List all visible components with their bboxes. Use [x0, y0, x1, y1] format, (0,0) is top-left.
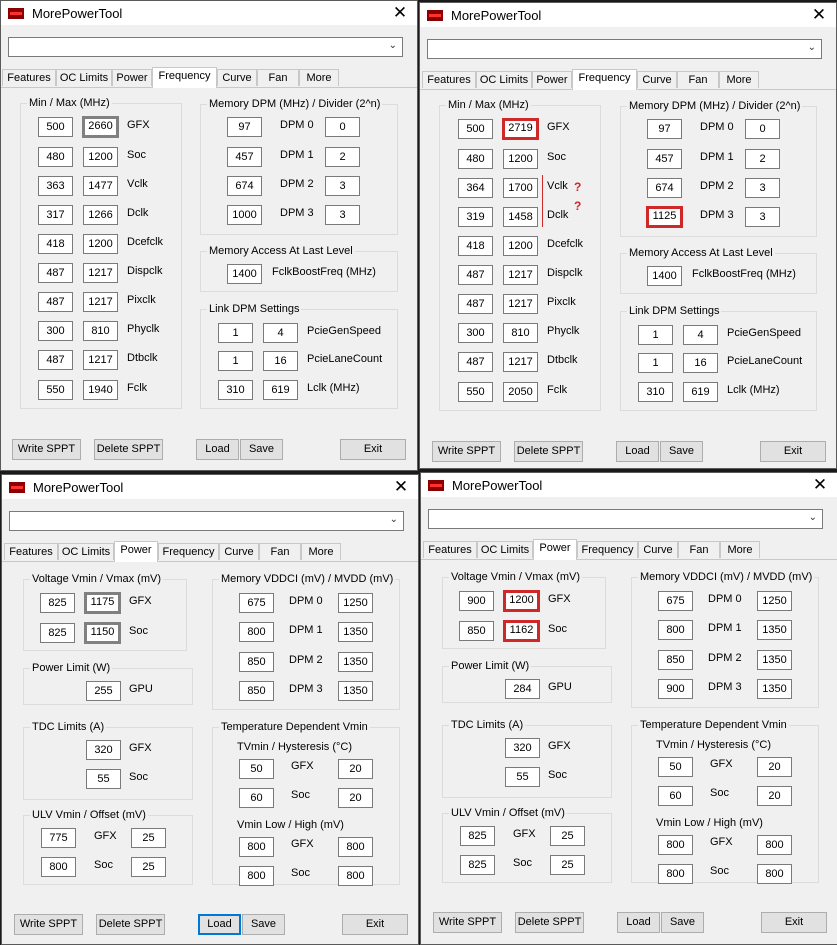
- gfx-label: GFX: [129, 595, 152, 607]
- lclk-label: Lclk (MHz): [307, 382, 360, 394]
- tab-frequency[interactable]: Frequency: [158, 543, 219, 560]
- phyclk-label: Phyclk: [547, 325, 580, 337]
- group-title: TDC Limits (A): [451, 719, 524, 731]
- group-title: Memory VDDCI (mV) / MVDD (mV): [640, 571, 813, 583]
- gfx-label: GFX: [547, 121, 570, 133]
- ulv-gfx-vmin-field[interactable]: 775: [41, 828, 76, 848]
- window-power-right: [420, 472, 837, 945]
- exit-button[interactable]: Exit: [760, 441, 826, 462]
- soc-label: Soc: [127, 149, 146, 161]
- dpm0-label: DPM 0: [708, 593, 742, 605]
- soc-min-field[interactable]: 480: [38, 147, 73, 167]
- vmin-low-gfx-field[interactable]: 800: [239, 837, 274, 857]
- dclk-max-field[interactable]: 1458: [503, 207, 538, 227]
- gfx-vmin-field[interactable]: 825: [40, 593, 75, 613]
- tab-features[interactable]: Features: [423, 541, 477, 558]
- vddci-dpm2-field[interactable]: 850: [239, 652, 274, 672]
- dpm0-label: DPM 0: [700, 121, 734, 133]
- soc-label: Soc: [129, 625, 148, 637]
- vclk-label: Vclk: [127, 178, 148, 190]
- ulv-soc-offset-field[interactable]: 25: [550, 855, 585, 875]
- gfx-min-field[interactable]: 500: [458, 119, 493, 139]
- vddci-dpm3-field[interactable]: 850: [239, 681, 274, 701]
- hysteresis-gfx-field[interactable]: 20: [757, 757, 792, 777]
- write-sppt-button[interactable]: Write SPPT: [433, 912, 502, 933]
- gfx-vmax-field[interactable]: 1175: [84, 592, 121, 614]
- pcie-gen-max-field[interactable]: 4: [683, 325, 718, 345]
- window-title: MorePowerTool: [32, 5, 123, 21]
- title-bar[interactable]: [2, 475, 418, 499]
- tab-oc-limits[interactable]: OC Limits: [476, 71, 532, 88]
- dtbclk-label: Dtbclk: [547, 354, 578, 366]
- group-title: Memory DPM (MHz) / Divider (2^n): [209, 98, 381, 110]
- dpm2-label: DPM 2: [289, 654, 323, 666]
- group-title: Temperature Dependent Vmin: [640, 719, 787, 731]
- group-title: Voltage Vmin / Vmax (mV): [451, 571, 580, 583]
- exit-button[interactable]: Exit: [342, 914, 408, 935]
- dpm2-label: DPM 2: [700, 180, 734, 192]
- group-title: ULV Vmin / Offset (mV): [32, 809, 146, 821]
- dpm2-label: DPM 2: [708, 652, 742, 664]
- mvdd-dpm1-field[interactable]: 1350: [338, 622, 373, 642]
- title-bar[interactable]: [420, 3, 836, 27]
- ulv-gfx-vmin-field[interactable]: 825: [460, 826, 495, 846]
- soc-label: Soc: [513, 857, 532, 869]
- window-frequency-left: [0, 0, 418, 471]
- tab-fan[interactable]: Fan: [678, 541, 720, 558]
- dpm1-label: DPM 1: [289, 624, 323, 636]
- group-title: Memory Access At Last Level: [629, 247, 773, 259]
- write-sppt-button[interactable]: Write SPPT: [432, 441, 501, 462]
- close-icon[interactable]: ✕: [392, 3, 408, 22]
- tab-more[interactable]: More: [720, 541, 760, 558]
- fclk-min-field[interactable]: 550: [458, 382, 493, 402]
- dpm3-divider-field[interactable]: 3: [745, 207, 780, 227]
- dclk-min-field[interactable]: 319: [458, 207, 493, 227]
- vmin-low-soc-field[interactable]: 800: [239, 866, 274, 886]
- pixclk-max-field[interactable]: 1217: [83, 292, 118, 312]
- gpu-select-dropdown[interactable]: [427, 39, 822, 59]
- gfx-label: GFX: [548, 740, 571, 752]
- group-title: Memory Access At Last Level: [209, 245, 353, 257]
- vclk-label: Vclk: [547, 180, 568, 192]
- ulv-gfx-offset-field[interactable]: 25: [550, 826, 585, 846]
- gpu-label: GPU: [548, 681, 572, 693]
- gfx-label: GFX: [291, 760, 314, 772]
- dispclk-label: Dispclk: [547, 267, 583, 279]
- dcefclk-max-field[interactable]: 1200: [503, 236, 538, 256]
- pixclk-label: Pixclk: [547, 296, 576, 308]
- window-title: MorePowerTool: [452, 477, 543, 493]
- save-button[interactable]: Save: [660, 441, 703, 462]
- pcie-lane-min-field[interactable]: 1: [218, 351, 253, 371]
- dpm2-divider-field[interactable]: 3: [325, 176, 360, 196]
- tab-features[interactable]: Features: [422, 71, 476, 88]
- gfx-min-field[interactable]: 500: [38, 117, 73, 137]
- soc-label: Soc: [129, 771, 148, 783]
- tdc-gfx-field[interactable]: 320: [86, 740, 121, 760]
- dpm1-label: DPM 1: [708, 622, 742, 634]
- dispclk-max-field[interactable]: 1217: [83, 263, 118, 283]
- dpm2-divider-field[interactable]: 3: [745, 178, 780, 198]
- ulv-gfx-offset-field[interactable]: 25: [131, 828, 166, 848]
- window-power-left: [1, 474, 419, 945]
- delete-sppt-button[interactable]: Delete SPPT: [515, 912, 584, 933]
- lclk-min-field[interactable]: 310: [218, 380, 253, 400]
- hysteresis-soc-field[interactable]: 20: [757, 786, 792, 806]
- close-icon[interactable]: ✕: [811, 5, 827, 24]
- vddci-dpm0-field[interactable]: 675: [239, 593, 274, 613]
- dtbclk-label: Dtbclk: [127, 352, 158, 364]
- annotation-question-mark: ?: [574, 199, 582, 213]
- soc-label: Soc: [291, 867, 310, 879]
- tab-bar: [2, 541, 418, 562]
- dtbclk-min-field[interactable]: 487: [458, 352, 493, 372]
- mvdd-dpm0-field[interactable]: 1250: [757, 591, 792, 611]
- dispclk-min-field[interactable]: 487: [38, 263, 73, 283]
- gfx-label: GFX: [710, 836, 733, 848]
- dpm1-divider-field[interactable]: 2: [745, 149, 780, 169]
- gfx-max-field[interactable]: 2660: [82, 116, 119, 138]
- group-title: Power Limit (W): [451, 660, 530, 672]
- vddci-dpm3-field[interactable]: 900: [658, 679, 693, 699]
- tab-fan[interactable]: Fan: [257, 69, 299, 86]
- dpm3-label: DPM 3: [700, 209, 734, 221]
- tvmin-soc-field[interactable]: 60: [239, 788, 274, 808]
- gfx-label: GFX: [291, 838, 314, 850]
- dpm1-label: DPM 1: [280, 149, 314, 161]
- dpm3-divider-field[interactable]: 3: [325, 205, 360, 225]
- tab-bar: [1, 67, 417, 88]
- group-title: Memory VDDCI (mV) / MVDD (mV): [221, 573, 394, 585]
- lclk-max-field[interactable]: 619: [263, 380, 298, 400]
- chevron-down-icon: ⌄: [808, 512, 817, 523]
- dclk-label: Dclk: [547, 209, 569, 221]
- ulv-soc-vmin-field[interactable]: 825: [460, 855, 495, 875]
- gpu-label: GPU: [129, 683, 153, 695]
- dtbclk-max-field[interactable]: 1217: [83, 350, 118, 370]
- soc-max-field[interactable]: 1200: [83, 147, 118, 167]
- mvdd-dpm3-field[interactable]: 1350: [757, 679, 792, 699]
- vmin-low-gfx-field[interactable]: 800: [658, 835, 693, 855]
- app-logo-icon: [427, 10, 443, 21]
- tdc-gfx-field[interactable]: 320: [505, 738, 540, 758]
- soc-label: Soc: [710, 865, 729, 877]
- phyclk-min-field[interactable]: 300: [458, 323, 493, 343]
- group-title: Power Limit (W): [32, 662, 111, 674]
- tab-power[interactable]: Power: [533, 539, 577, 560]
- save-button[interactable]: Save: [242, 914, 285, 935]
- pcie-lane-max-field[interactable]: 16: [263, 351, 298, 371]
- soc-label: Soc: [548, 769, 567, 781]
- gfx-vmin-field[interactable]: 900: [459, 591, 494, 611]
- dcefclk-label: Dcefclk: [547, 238, 584, 250]
- hysteresis-gfx-field[interactable]: 20: [338, 759, 373, 779]
- tab-oc-limits[interactable]: OC Limits: [58, 543, 114, 560]
- tvmin-soc-field[interactable]: 60: [658, 786, 693, 806]
- dpm3-label: DPM 3: [289, 683, 323, 695]
- pixclk-label: Pixclk: [127, 294, 156, 306]
- tab-oc-limits[interactable]: OC Limits: [56, 69, 112, 86]
- dclk-label: Dclk: [127, 207, 149, 219]
- pixclk-min-field[interactable]: 487: [458, 294, 493, 314]
- tab-power[interactable]: Power: [112, 69, 152, 86]
- tab-frequency[interactable]: Frequency: [152, 67, 217, 88]
- gfx-vmax-field[interactable]: 1200: [503, 590, 540, 612]
- tab-more[interactable]: More: [299, 69, 339, 86]
- tab-curve[interactable]: Curve: [637, 71, 677, 88]
- pixclk-min-field[interactable]: 487: [38, 292, 73, 312]
- group-title: Link DPM Settings: [629, 305, 720, 317]
- gfx-label: GFX: [129, 742, 152, 754]
- exit-button[interactable]: Exit: [761, 912, 827, 933]
- dpm2-freq-field[interactable]: 674: [647, 178, 682, 198]
- chevron-down-icon: ⌄: [389, 514, 398, 525]
- tvmin-gfx-field[interactable]: 50: [239, 759, 274, 779]
- phyclk-max-field[interactable]: 810: [83, 321, 118, 341]
- delete-sppt-button[interactable]: Delete SPPT: [94, 439, 163, 460]
- load-button[interactable]: Load: [616, 441, 659, 462]
- dpm0-label: DPM 0: [289, 595, 323, 607]
- dpm1-label: DPM 1: [700, 151, 734, 163]
- gpu-power-limit-field[interactable]: 255: [86, 681, 121, 701]
- dtbclk-min-field[interactable]: 487: [38, 350, 73, 370]
- tab-frequency[interactable]: Frequency: [577, 541, 638, 558]
- phyclk-label: Phyclk: [127, 323, 160, 335]
- tdc-limits-group: [23, 721, 193, 800]
- gpu-power-limit-field[interactable]: 284: [505, 679, 540, 699]
- fclk-label: Fclk: [547, 384, 568, 396]
- pcie-lane-label: PcieLaneCount: [727, 355, 803, 367]
- write-sppt-button[interactable]: Write SPPT: [14, 914, 83, 935]
- load-button[interactable]: Load: [617, 912, 660, 933]
- tab-fan[interactable]: Fan: [259, 543, 301, 560]
- dispclk-max-field[interactable]: 1217: [503, 265, 538, 285]
- group-title: Min / Max (MHz): [448, 99, 529, 111]
- group-title: Min / Max (MHz): [29, 97, 110, 109]
- soc-min-field[interactable]: 480: [458, 149, 493, 169]
- soc-vmax-field[interactable]: 1162: [503, 620, 540, 642]
- dpm2-freq-field[interactable]: 674: [227, 176, 262, 196]
- gfx-max-field[interactable]: 2719: [502, 118, 539, 140]
- tvmin-hysteresis-heading: TVmin / Hysteresis (°C): [237, 741, 353, 753]
- close-icon[interactable]: ✕: [812, 475, 828, 494]
- load-button[interactable]: Load: [198, 914, 241, 935]
- tab-more[interactable]: More: [719, 71, 759, 88]
- group-title: TDC Limits (A): [32, 721, 105, 733]
- write-sppt-button[interactable]: Write SPPT: [12, 439, 81, 460]
- dispclk-min-field[interactable]: 487: [458, 265, 493, 285]
- vddci-dpm2-field[interactable]: 850: [658, 650, 693, 670]
- phyclk-max-field[interactable]: 810: [503, 323, 538, 343]
- vmin-low-high-heading: Vmin Low / High (mV): [656, 817, 763, 829]
- app-logo-icon: [428, 480, 444, 491]
- tab-features[interactable]: Features: [4, 543, 58, 560]
- mvdd-dpm3-field[interactable]: 1350: [338, 681, 373, 701]
- soc-max-field[interactable]: 1200: [503, 149, 538, 169]
- mvdd-dpm2-field[interactable]: 1350: [338, 652, 373, 672]
- tab-curve[interactable]: Curve: [638, 541, 678, 558]
- phyclk-min-field[interactable]: 300: [38, 321, 73, 341]
- lclk-max-field[interactable]: 619: [683, 382, 718, 402]
- dclk-min-field[interactable]: 317: [38, 205, 73, 225]
- ulv-soc-offset-field[interactable]: 25: [131, 857, 166, 877]
- app-logo-icon: [8, 8, 24, 19]
- close-icon[interactable]: ✕: [393, 477, 409, 496]
- gpu-select-dropdown[interactable]: [428, 509, 823, 529]
- tab-power[interactable]: Power: [114, 541, 158, 562]
- fclk-max-field[interactable]: 1940: [83, 380, 118, 400]
- vmin-low-soc-field[interactable]: 800: [658, 864, 693, 884]
- soc-vmax-field[interactable]: 1150: [84, 622, 121, 644]
- ulv-soc-vmin-field[interactable]: 800: [41, 857, 76, 877]
- gfx-label: GFX: [94, 830, 117, 842]
- tab-bar: [421, 539, 837, 560]
- gpu-select-dropdown[interactable]: [8, 37, 403, 57]
- group-title: Link DPM Settings: [209, 303, 300, 315]
- fclk-boost-field[interactable]: 1400: [227, 264, 262, 284]
- tab-fan[interactable]: Fan: [677, 71, 719, 88]
- dpm1-freq-field[interactable]: 457: [647, 149, 682, 169]
- soc-label: Soc: [710, 787, 729, 799]
- soc-label: Soc: [547, 151, 566, 163]
- pcie-gen-max-field[interactable]: 4: [263, 323, 298, 343]
- dpm0-freq-field[interactable]: 97: [227, 117, 262, 137]
- pcie-gen-label: PcieGenSpeed: [307, 325, 381, 337]
- fclk-boost-label: FclkBoostFreq (MHz): [272, 266, 376, 278]
- window-title: MorePowerTool: [451, 7, 542, 23]
- group-title: Voltage Vmin / Vmax (mV): [32, 573, 161, 585]
- dpm0-freq-field[interactable]: 97: [647, 119, 682, 139]
- save-button[interactable]: Save: [240, 439, 283, 460]
- mvdd-dpm0-field[interactable]: 1250: [338, 593, 373, 613]
- save-button[interactable]: Save: [661, 912, 704, 933]
- vmin-high-soc-field[interactable]: 800: [338, 866, 373, 886]
- load-button[interactable]: Load: [196, 439, 239, 460]
- vclk-min-field[interactable]: 364: [458, 178, 493, 198]
- vmin-high-gfx-field[interactable]: 800: [338, 837, 373, 857]
- fclk-min-field[interactable]: 550: [38, 380, 73, 400]
- lclk-min-field[interactable]: 310: [638, 382, 673, 402]
- fclk-max-field[interactable]: 2050: [503, 382, 538, 402]
- tvmin-gfx-field[interactable]: 50: [658, 757, 693, 777]
- tab-more[interactable]: More: [301, 543, 341, 560]
- dtbclk-max-field[interactable]: 1217: [503, 352, 538, 372]
- vmin-high-gfx-field[interactable]: 800: [757, 835, 792, 855]
- annotation-line: [542, 175, 543, 227]
- soc-vmin-field[interactable]: 850: [459, 621, 494, 641]
- tdc-soc-field[interactable]: 55: [505, 767, 540, 787]
- mvdd-dpm2-field[interactable]: 1350: [757, 650, 792, 670]
- window-title: MorePowerTool: [33, 479, 124, 495]
- gfx-label: GFX: [710, 758, 733, 770]
- soc-vmin-field[interactable]: 825: [40, 623, 75, 643]
- vclk-max-field[interactable]: 1477: [83, 176, 118, 196]
- pcie-lane-min-field[interactable]: 1: [638, 353, 673, 373]
- title-bar[interactable]: [1, 1, 417, 25]
- delete-sppt-button[interactable]: Delete SPPT: [96, 914, 165, 935]
- app-logo-icon: [9, 482, 25, 493]
- pcie-gen-min-field[interactable]: 1: [638, 325, 673, 345]
- pcie-lane-label: PcieLaneCount: [307, 353, 383, 365]
- tab-bar: [420, 69, 836, 90]
- dpm2-label: DPM 2: [280, 178, 314, 190]
- mvdd-dpm1-field[interactable]: 1350: [757, 620, 792, 640]
- pcie-gen-min-field[interactable]: 1: [218, 323, 253, 343]
- tab-curve[interactable]: Curve: [219, 543, 259, 560]
- gfx-label: GFX: [548, 593, 571, 605]
- tdc-soc-field[interactable]: 55: [86, 769, 121, 789]
- tab-frequency[interactable]: Frequency: [572, 69, 637, 90]
- tvmin-hysteresis-heading: TVmin / Hysteresis (°C): [656, 739, 772, 751]
- tab-power[interactable]: Power: [532, 71, 572, 88]
- fclk-label: Fclk: [127, 382, 148, 394]
- vmin-low-high-heading: Vmin Low / High (mV): [237, 819, 344, 831]
- dcefclk-label: Dcefclk: [127, 236, 164, 248]
- tab-features[interactable]: Features: [2, 69, 56, 86]
- dispclk-label: Dispclk: [127, 265, 163, 277]
- vddci-dpm0-field[interactable]: 675: [658, 591, 693, 611]
- dpm0-divider-field[interactable]: 0: [745, 119, 780, 139]
- gfx-label: GFX: [513, 828, 536, 840]
- group-title: Memory DPM (MHz) / Divider (2^n): [629, 100, 801, 112]
- group-title: ULV Vmin / Offset (mV): [451, 807, 565, 819]
- tab-oc-limits[interactable]: OC Limits: [477, 541, 533, 558]
- dpm1-freq-field[interactable]: 457: [227, 147, 262, 167]
- dpm0-divider-field[interactable]: 0: [325, 117, 360, 137]
- fclk-boost-label: FclkBoostFreq (MHz): [692, 268, 796, 280]
- lclk-label: Lclk (MHz): [727, 384, 780, 396]
- vddci-dpm1-field[interactable]: 800: [239, 622, 274, 642]
- pcie-gen-label: PcieGenSpeed: [727, 327, 801, 339]
- tdc-limits-group: [442, 719, 612, 798]
- vclk-max-field[interactable]: 1700: [503, 178, 538, 198]
- fclk-boost-field[interactable]: 1400: [647, 266, 682, 286]
- soc-label: Soc: [548, 623, 567, 635]
- dpm3-freq-field[interactable]: 1125: [646, 206, 683, 228]
- dpm3-label: DPM 3: [280, 207, 314, 219]
- dpm0-label: DPM 0: [280, 119, 314, 131]
- dclk-max-field[interactable]: 1266: [83, 205, 118, 225]
- vclk-min-field[interactable]: 363: [38, 176, 73, 196]
- dpm3-freq-field[interactable]: 1000: [227, 205, 262, 225]
- pcie-lane-max-field[interactable]: 16: [683, 353, 718, 373]
- exit-button[interactable]: Exit: [340, 439, 406, 460]
- window-frequency-right: [419, 2, 837, 469]
- dcefclk-max-field[interactable]: 1200: [83, 234, 118, 254]
- dcefclk-min-field[interactable]: 418: [38, 234, 73, 254]
- title-bar[interactable]: [421, 473, 837, 497]
- vddci-dpm1-field[interactable]: 800: [658, 620, 693, 640]
- dpm1-divider-field[interactable]: 2: [325, 147, 360, 167]
- group-title: Temperature Dependent Vmin: [221, 721, 368, 733]
- tab-curve[interactable]: Curve: [217, 69, 257, 86]
- soc-label: Soc: [94, 859, 113, 871]
- delete-sppt-button[interactable]: Delete SPPT: [514, 441, 583, 462]
- gfx-label: GFX: [127, 119, 150, 131]
- dcefclk-min-field[interactable]: 418: [458, 236, 493, 256]
- vmin-high-soc-field[interactable]: 800: [757, 864, 792, 884]
- gpu-select-dropdown[interactable]: [9, 511, 404, 531]
- chevron-down-icon: ⌄: [807, 42, 816, 53]
- annotation-question-mark: ?: [574, 180, 582, 194]
- chevron-down-icon: ⌄: [388, 40, 397, 51]
- pixclk-max-field[interactable]: 1217: [503, 294, 538, 314]
- hysteresis-soc-field[interactable]: 20: [338, 788, 373, 808]
- soc-label: Soc: [291, 789, 310, 801]
- dpm3-label: DPM 3: [708, 681, 742, 693]
